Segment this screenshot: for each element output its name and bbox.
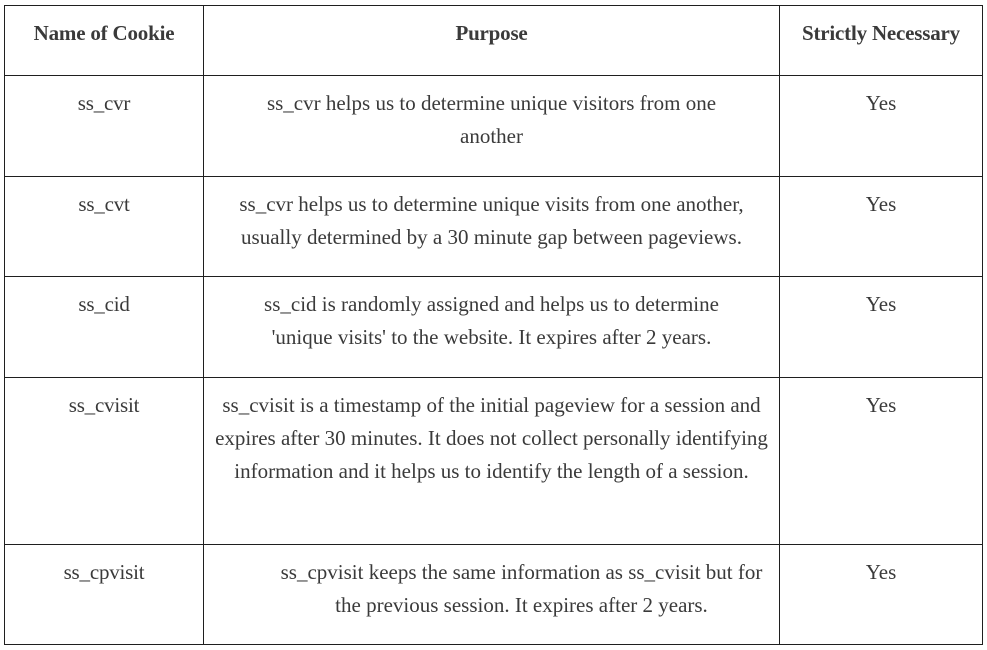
table-header-row [5,6,983,76]
table-row [5,378,983,545]
cookie-name-cell: ss_cpvisit [5,545,204,645]
cookie-name-cell: ss_cvisit [5,378,204,545]
table-row [5,277,983,378]
cookie-necessary-cell: Yes [780,277,983,378]
cookie-purpose-text: ss_cpvisit keeps the same information as ss_cvisit but for the previous session. It expires after 2 years. [280,560,763,617]
table-row [5,545,983,645]
cookie-purpose-text: ss_cid is randomly assigned and helps us to determine 'unique visits' to the website. It expires after 2 years. [264,292,719,349]
header-strictly-necessary: Strictly Necessary [780,6,983,76]
cookie-necessary-cell: Yes [780,545,983,645]
cookie-purpose-cell [204,378,780,545]
cookie-purpose-cell [204,545,780,645]
header-purpose: Purpose [204,6,780,76]
cookie-purpose-cell [204,277,780,378]
cookie-purpose-text: ss_cvisit is a timestamp of the initial pageview for a session and expires after 30 minutes. It does not collect personally identifying information and it helps us to identify the length of a session. [215,393,768,483]
cookie-name-cell: ss_cvr [5,76,204,177]
cookie-table [4,5,983,645]
cookie-name-cell: ss_cvt [5,177,204,277]
table-row [5,177,983,277]
cookie-purpose-cell [204,177,780,277]
cookie-name-cell: ss_cid [5,277,204,378]
cookie-purpose-text: ss_cvr helps us to determine unique visits from one another, usually determined by a 30 minute gap between pageviews. [239,192,744,249]
cookie-purpose-text: ss_cvr helps us to determine unique visitors from one another [266,91,717,148]
cookie-necessary-cell: Yes [780,76,983,177]
cookie-necessary-cell: Yes [780,177,983,277]
cookie-necessary-cell: Yes [780,378,983,545]
cookie-purpose-cell [204,76,780,177]
header-name-of-cookie: Name of Cookie [5,6,204,76]
table-row [5,76,983,177]
